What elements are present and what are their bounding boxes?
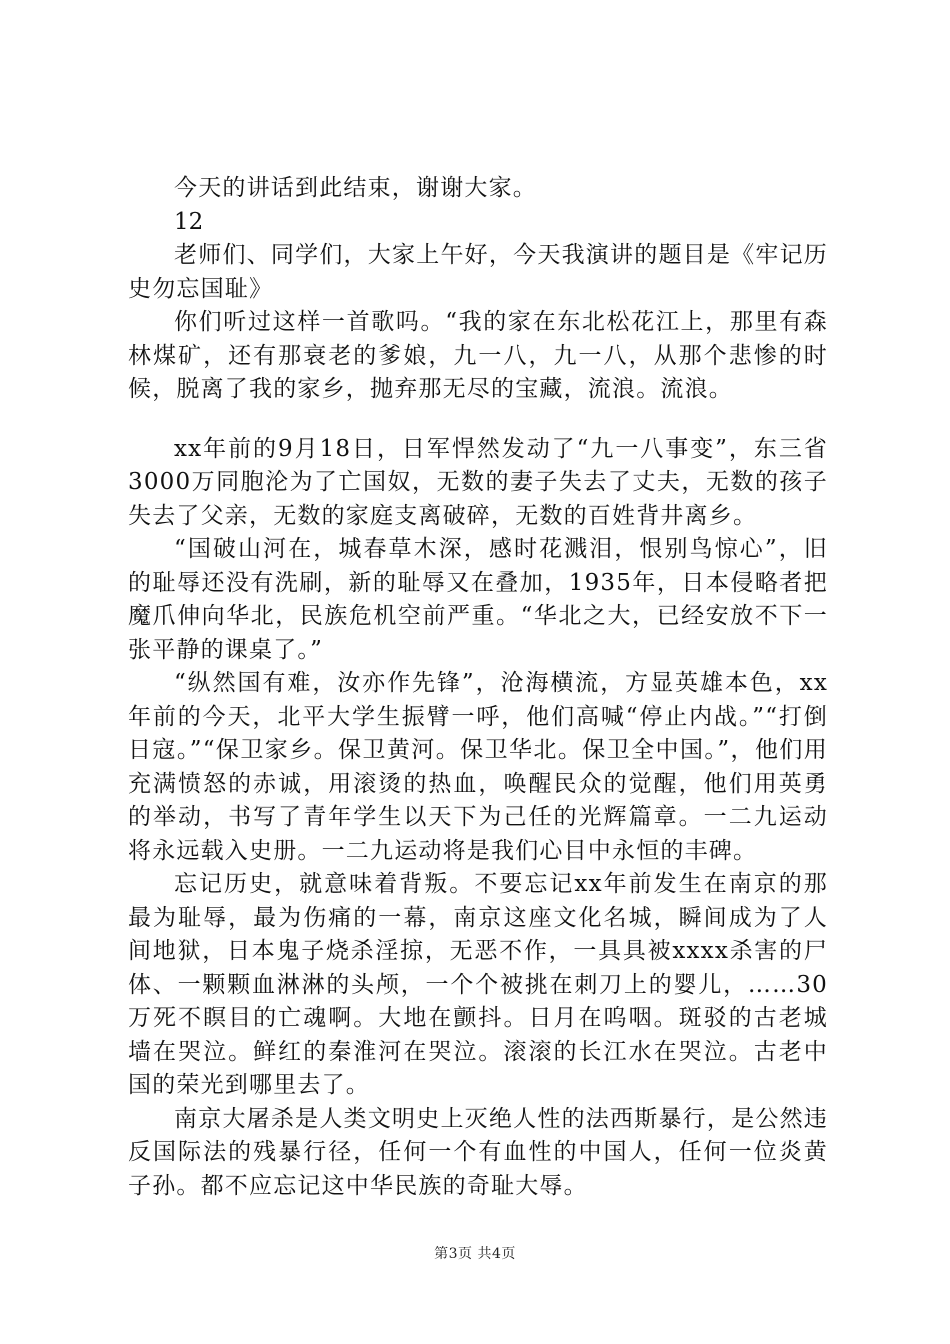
page-footer: 第3页 共4页 (434, 1246, 516, 1262)
song-quote-paragraph: 你们听过这样一首歌吗。“我的家在东北松花江上，那里有森林煤矿，还有那衰老的爹娘，九一八，九一八，从那个悲惨的时候，脱离了我的家乡，抛弃那无尽的宝藏，流浪。流浪。 (128, 309, 828, 402)
section-number: 12 (174, 208, 204, 235)
nanjing-paragraph: 忘记历史，就意味着背叛。不要忘记xx年前发生在南京的那最为耻辱，最为伤痛的一幕，南京这座文化名城，瞬间成为了人间地狱，日本鬼子烧杀淫掠，无恶不作，一具具被xxxx杀害的尸体、一颗颗血淋淋的头颅，一个个被挑在刺刀上的婴儿，……30万死不瞑目的亡魂啊。大地在颤抖。日月在呜咽。斑驳的古老城墙在哭泣。鲜红的秦淮河在哭泣。滚滚的长江水在哭泣。古老中国的荣光到哪里去了。 (128, 871, 828, 1098)
sept-18-paragraph: xx年前的9月18日，日军悍然发动了“九一八事变”，东三省3000万同胞沦为了亡国奴，无数的妻子失去了丈夫，无数的孩子失去了父亲，无数的家庭支离破碎，无数的百姓背井离乡。 (128, 435, 828, 529)
massacre-conclusion-paragraph: 南京大屠杀是人类文明史上灭绝人性的法西斯暴行，是公然违反国际法的残暴行径，任何一个有血性的中国人，任何一位炎黄子孙。都不应忘记这中华民族的奇耻大辱。 (128, 1105, 828, 1199)
closing-paragraph: 今天的讲话到此结束，谢谢大家。 (174, 175, 537, 201)
north-china-paragraph: “国破山河在，城春草木深，感时花溅泪，恨别鸟惊心”，旧的耻辱还没有洗刷，新的耻辱又在叠加，1935年，日本侵略者把魔爪伸向华北，民族危机空前严重。“华北之大，已经安放不下一张平静的课桌了。” (128, 536, 828, 663)
speech-opening-paragraph: 老师们、同学们，大家上午好，今天我演讲的题目是《牢记历史勿忘国耻》 (128, 242, 828, 302)
document-body (128, 172, 828, 1203)
december-9-paragraph: “纵然国有难，汝亦作先锋”，沧海横流，方显英雄本色，xx年前的今天，北平大学生振臂一呼，他们高喊“停止内战。”“打倒日寇。”“保卫家乡。保卫黄河。保卫华北。保卫全中国。”，他们用充满愤怒的赤诚，用滚烫的热血，唤醒民众的觉醒，他们用英勇的举动，书写了青年学生以天下为己任的光辉篇章。一二九运动将永远载入史册。一二九运动将是我们心目中永恒的丰碑。 (128, 670, 828, 864)
